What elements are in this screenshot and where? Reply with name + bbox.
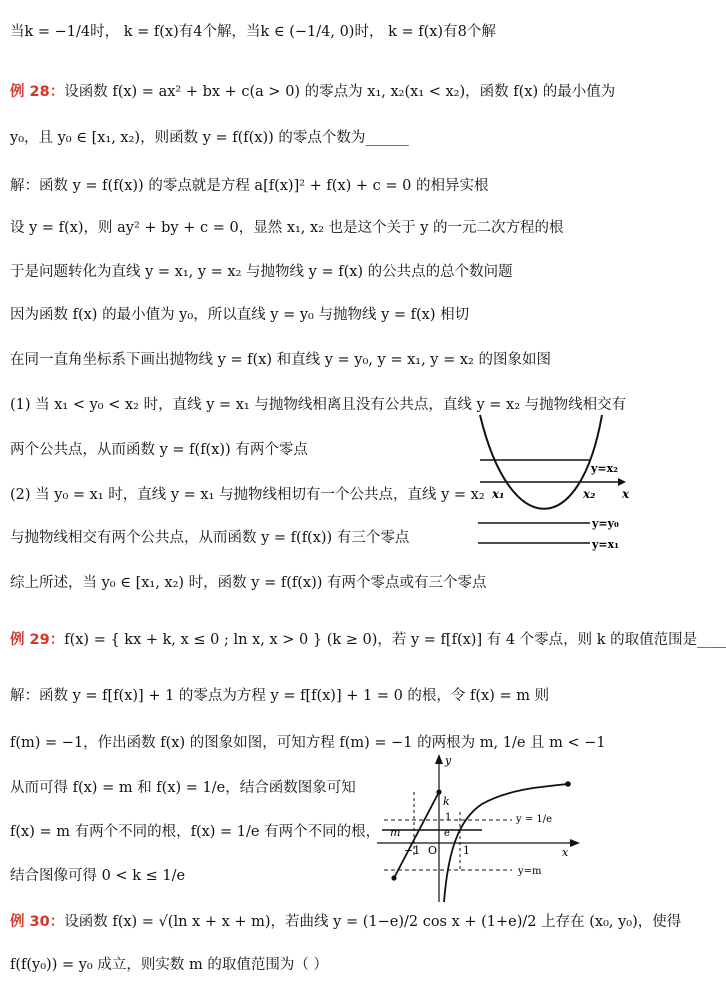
x-axis-arrow-icon xyxy=(618,478,626,486)
log-endpoint xyxy=(565,781,571,787)
text-line-7: 因为函数 f(x) 的最小值为 y₀，所以直线 y = y₀ 与抛物线 y = f(x) 相切 xyxy=(10,307,470,323)
label-axis-x: x xyxy=(622,487,630,501)
text-line-6: 于是问题转化为直线 y = x₁, y = x₂ 与抛物线 y = f(x) 的公共点的总个数问题 xyxy=(10,264,513,280)
label-y-m: y=m xyxy=(518,866,542,877)
label-x-axis: x xyxy=(562,846,569,859)
label-y-x1: y=x₁ xyxy=(592,538,619,551)
label-y-axis: y xyxy=(445,754,452,767)
example-29-line: 例 29：f(x) = { kx + k, x ≤ 0 ; ln x, x > 0 } (k ≥ 0)，若 y = f[f(x)] 有 4 个零点，则 k 的取值范围是____ xyxy=(10,632,726,648)
label-one-y: 1 xyxy=(445,812,452,823)
text-line-21: f(f(y₀)) = y₀ 成立，则实数 m 的取值范围为（ ） xyxy=(10,957,328,973)
label-m: m xyxy=(390,826,401,839)
y-axis-arrow-icon xyxy=(435,754,443,764)
text-line-15: 解：函数 y = f[f(x)] + 1 的零点为方程 y = f[f(x)] + 1 = 0 的根，令 f(x) = m 则 xyxy=(10,688,550,704)
x-axis-arrow-icon xyxy=(570,839,580,847)
text-line-3: y₀，且 y₀ ∈ [x₁, x₂)，则函数 y = f(f(x)) 的零点个数为______ xyxy=(10,130,409,146)
example-label: 例 30： xyxy=(10,914,65,930)
text-line-9: (1) 当 x₁ < y₀ < x₂ 时，直线 y = x₁ 与抛物线相离且没有公共点，直线 y = x₂ 与抛物线相交有 xyxy=(10,397,627,413)
text-line-5: 设 y = f(x)，则 ay² + by + c = 0，显然 x₁, x₂ 也是这个关于 y 的一元二次方程的根 xyxy=(10,220,564,236)
label-origin: O xyxy=(428,844,438,857)
example-30-line: 例 30：设函数 f(x) = √(ln x + x + m)，若曲线 y = (1−e)/2 cos x + (1+e)/2 上存在 (x₀, y₀)，使得 xyxy=(10,914,682,930)
label-minus-one: −1 xyxy=(404,844,421,857)
text-line-11: (2) 当 y₀ = x₁ 时，直线 y = x₁ 与抛物线相切有一个公共点，直线 y = x₂ xyxy=(10,487,485,503)
text-line-19: 结合图像可得 0 < k ≤ 1/e xyxy=(10,868,186,884)
label-e: e xyxy=(444,828,450,839)
example-28-line: 例 28：设函数 f(x) = ax² + bx + c(a > 0) 的零点为 x₁, x₂(x₁ < x₂)，函数 f(x) 的最小值为 xyxy=(10,84,616,100)
linear-start-point xyxy=(391,875,396,880)
text-line-10: 两个公共点，从而函数 y = f(f(x)) 有两个零点 xyxy=(10,442,308,458)
text-line-16: f(m) = −1，作出函数 f(x) 的图象如图，可知方程 f(m) = −1 的两根为 m, 1/e 且 m < −1 xyxy=(10,735,606,751)
example-label: 例 28： xyxy=(10,84,65,100)
label-y-inv-e: y = 1/e xyxy=(516,814,553,825)
linear-branch xyxy=(394,792,439,878)
piecewise-figure xyxy=(372,752,594,912)
text-line-8: 在同一直角坐标系下画出抛物线 y = f(x) 和直线 y = y₀, y = x₁, y = x₂ 的图象如图 xyxy=(10,352,551,368)
label-y-x2: y=x₂ xyxy=(591,462,618,475)
example-label: 例 29： xyxy=(10,632,65,648)
text-line-1: 当k = −1/4时， k = f(x)有4个解，当k ∈ (−1/4, 0)时， k = f(x)有8个解 xyxy=(10,24,496,40)
text-line-18: f(x) = m 有两个不同的根，f(x) = 1/e 有两个不同的根， xyxy=(10,824,381,840)
text-line-13: 综上所述，当 y₀ ∈ [x₁, x₂) 时，函数 y = f(f(x)) 有两个零点或有三个零点 xyxy=(10,575,487,591)
text-line-4: 解：函数 y = f(f(x)) 的零点就是方程 a[f(x)]² + f(x) + c = 0 的相异实根 xyxy=(10,178,489,194)
text-line-12: 与抛物线相交有两个公共点，从而函数 y = f(f(x)) 有三个零点 xyxy=(10,530,410,546)
label-one-x: 1 xyxy=(463,844,470,857)
text-line-17: 从而可得 f(x) = m 和 f(x) = 1/e，结合函数图象可知 xyxy=(10,780,356,796)
label-y-y0: y=y₀ xyxy=(592,517,619,530)
label-root-x2: x₂ xyxy=(583,487,596,501)
parabola-figure xyxy=(470,410,635,555)
linear-endpoint xyxy=(436,789,441,794)
label-k: k xyxy=(443,795,450,808)
label-root-x1: x₁ xyxy=(492,487,505,501)
